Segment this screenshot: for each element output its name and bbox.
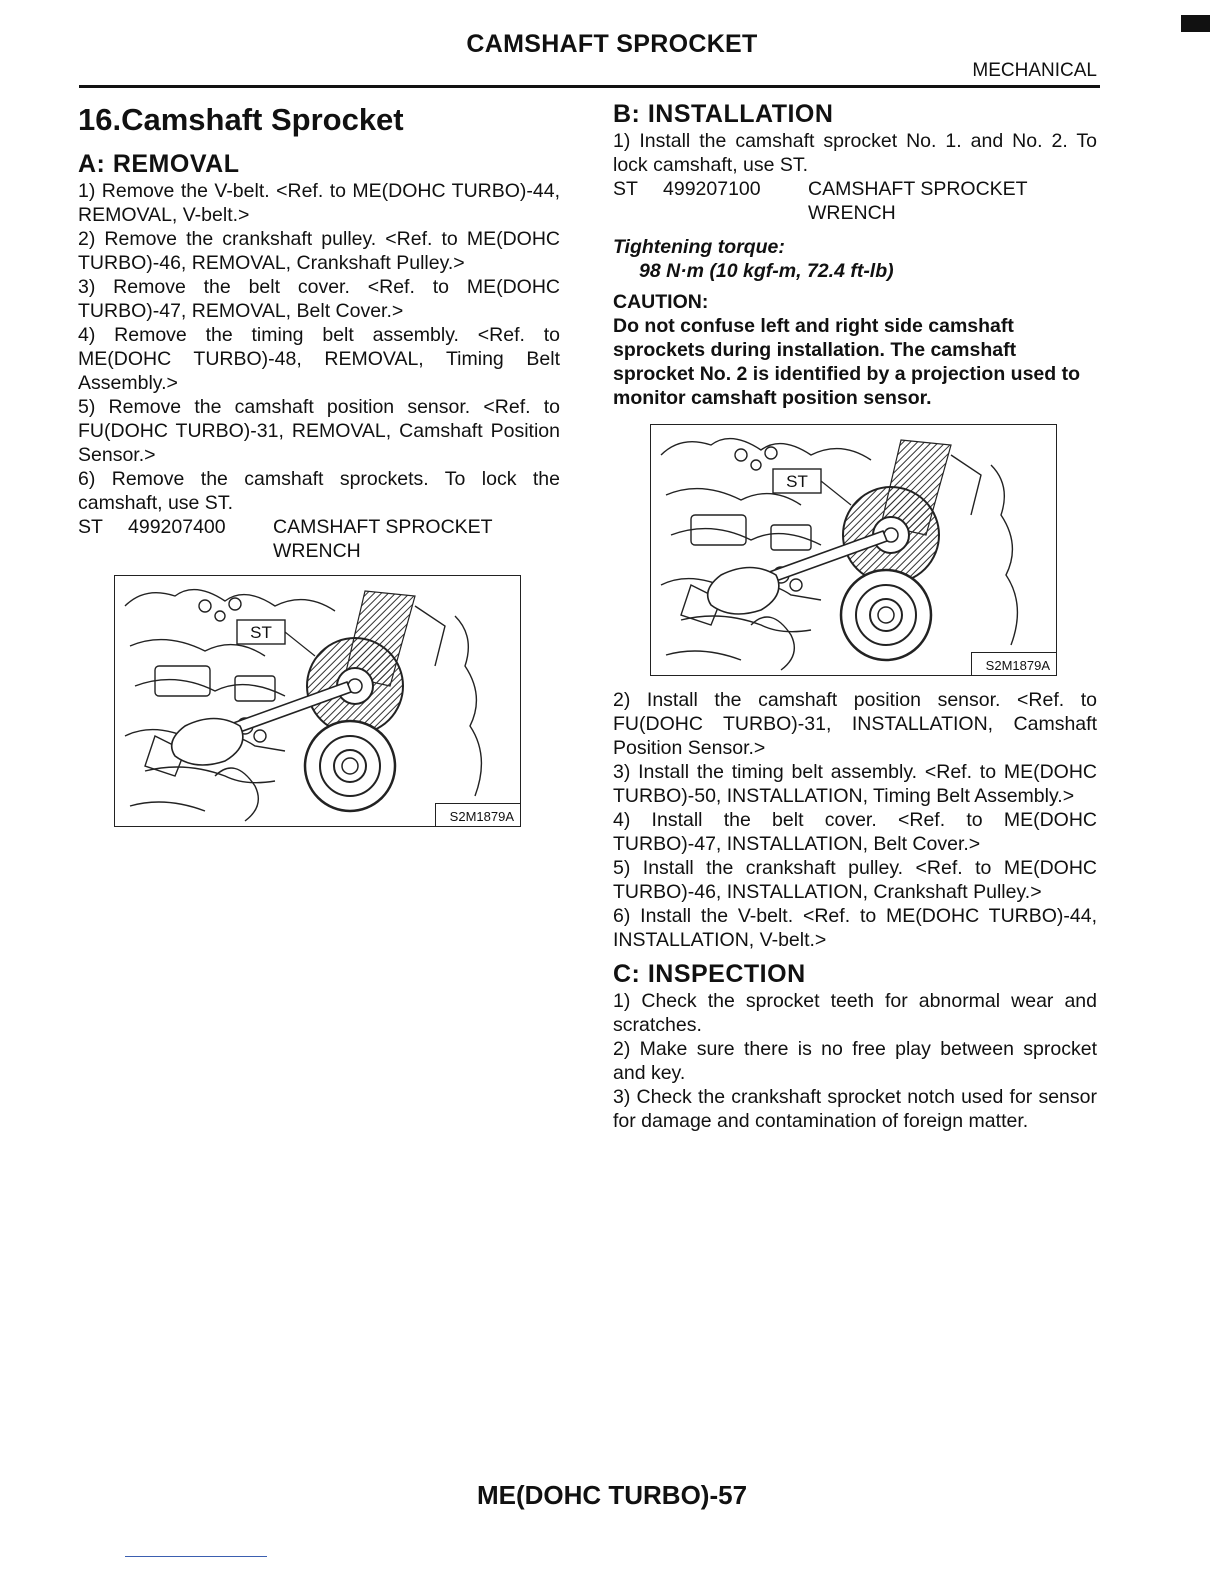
header-rule <box>79 85 1100 88</box>
st-code: ST <box>613 178 638 200</box>
st-callout-label: ST <box>786 472 808 491</box>
caution-label: CAUTION: <box>613 291 709 313</box>
page-title: CAMSHAFT SPROCKET <box>466 30 758 58</box>
figure-id: S2M1879A <box>985 658 1050 673</box>
installation-special-tool <box>613 177 1097 225</box>
removal-step-6: 6) Remove the camshaft sprockets. To lock the camshaft, use ST. <box>78 468 560 514</box>
st-name-line-2: WRENCH <box>273 540 361 562</box>
st-name-line-1: CAMSHAFT SPROCKET <box>273 516 493 538</box>
installation-step-4: 4) Install the belt cover. <Ref. to ME(DOHC TURBO)-47, INSTALLATION, Belt Cover.> <box>613 809 1097 855</box>
removal-heading: A: REMOVAL <box>78 150 240 178</box>
st-code: ST <box>78 516 103 538</box>
st-number: 499207100 <box>663 178 761 200</box>
removal-step-1: 1) Remove the V-belt. <Ref. to ME(DOHC TURBO)-44, REMOVAL, V-belt.> <box>78 180 560 226</box>
installation-step-1: 1) Install the camshaft sprocket No. 1. and No. 2. To lock camshaft, use ST. <box>613 130 1097 176</box>
footer-line <box>125 1556 267 1557</box>
caution-text: Do not confuse left and right side camshaft sprockets during installation. The camshaft sprocket No. 2 is identified by a projection used to monitor camshaft position sensor. <box>613 315 1081 409</box>
chapter-title: 16.Camshaft Sprocket <box>78 102 404 137</box>
inspection-step-3: 3) Check the crankshaft sprocket notch used for sensor for damage and contamination of foreign matter. <box>613 1086 1097 1132</box>
removal-step-4: 4) Remove the timing belt assembly. <Ref. to ME(DOHC TURBO)-48, REMOVAL, Timing Belt Assembly.> <box>78 324 560 394</box>
removal-figure <box>114 575 521 827</box>
removal-special-tool <box>78 515 560 563</box>
installation-step-2: 2) Install the camshaft position sensor. <Ref. to FU(DOHC TURBO)-31, INSTALLATION, Camshaft Position Sensor.> <box>613 689 1097 759</box>
installation-figure <box>650 424 1057 676</box>
engine-sprocket-illustration <box>651 425 1056 675</box>
installation-heading: B: INSTALLATION <box>613 100 834 128</box>
installation-step-3: 3) Install the timing belt assembly. <Ref. to ME(DOHC TURBO)-50, INSTALLATION, Timing Belt Assembly.> <box>613 761 1097 807</box>
section-name: MECHANICAL <box>972 60 1097 81</box>
figure-id: S2M1879A <box>449 809 514 824</box>
right-column <box>613 94 1097 1133</box>
left-column <box>78 94 560 827</box>
removal-step-3: 3) Remove the belt cover. <Ref. to ME(DOHC TURBO)-47, REMOVAL, Belt Cover.> <box>78 276 560 322</box>
st-number: 499207400 <box>128 516 226 538</box>
engine-sprocket-illustration <box>115 576 520 826</box>
st-name-line-2: WRENCH <box>808 202 896 224</box>
page-number: ME(DOHC TURBO)-57 <box>476 1480 748 1510</box>
inspection-heading: C: INSPECTION <box>613 960 806 988</box>
st-name <box>273 515 523 563</box>
inspection-step-2: 2) Make sure there is no free play between sprocket and key. <box>613 1038 1097 1084</box>
installation-step-6: 6) Install the V-belt. <Ref. to ME(DOHC TURBO)-44, INSTALLATION, V-belt.> <box>613 905 1097 951</box>
installation-step-5: 5) Install the crankshaft pulley. <Ref. to ME(DOHC TURBO)-46, INSTALLATION, Crankshaft Pulley.> <box>613 857 1097 903</box>
torque-value: 98 N·m (10 kgf-m, 72.4 ft-lb) <box>639 260 894 282</box>
removal-step-5: 5) Remove the camshaft position sensor. <Ref. to FU(DOHC TURBO)-31, REMOVAL, Camshaft Position Sensor.> <box>78 396 560 466</box>
torque-label: Tightening torque: <box>613 236 785 258</box>
inspection-step-1: 1) Check the sprocket teeth for abnormal wear and scratches. <box>613 990 1097 1036</box>
st-name-line-1: CAMSHAFT SPROCKET <box>808 178 1028 200</box>
removal-step-2: 2) Remove the crankshaft pulley. <Ref. to ME(DOHC TURBO)-46, REMOVAL, Crankshaft Pulley.> <box>78 228 560 274</box>
st-callout-label: ST <box>250 623 272 642</box>
st-name <box>808 177 1058 225</box>
